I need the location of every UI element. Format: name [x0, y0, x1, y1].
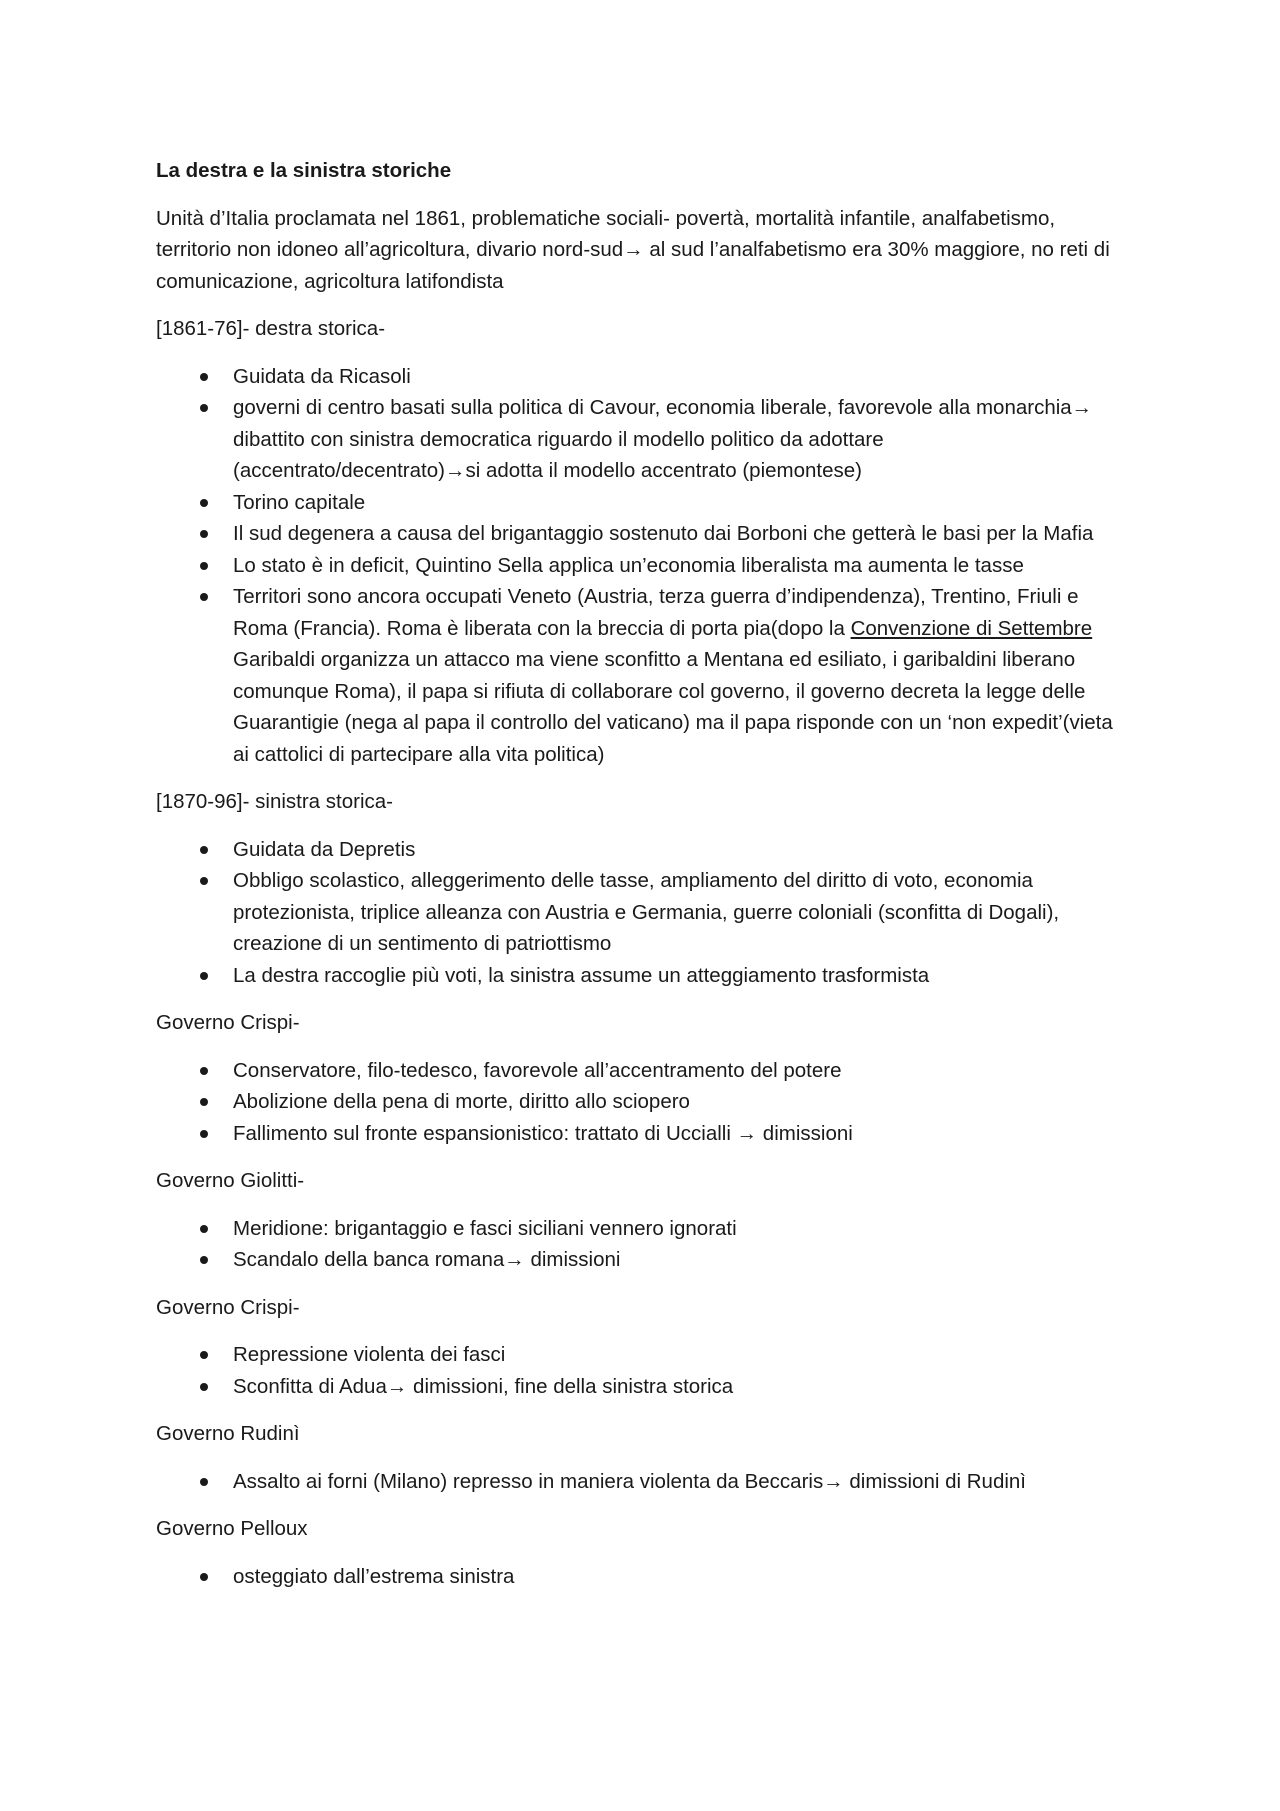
sinistra-heading: [1870-96]- sinistra storica-: [156, 790, 393, 813]
destra-list: [156, 361, 1130, 771]
list-item: La destra raccoglie più voti, la sinistra assume un atteggiamento trasformista: [233, 960, 1130, 992]
list-item: Abolizione della pena di morte, diritto allo sciopero: [233, 1086, 1130, 1118]
giolitti-heading: Governo Giolitti-: [156, 1169, 305, 1192]
crispi-heading: Governo Crispi-: [156, 1011, 300, 1034]
list-item: Lo stato è in deficit, Quintino Sella applica un’economia liberalista ma aumenta le tasse: [233, 550, 1130, 582]
list-item: Fallimento sul fronte espansionistico: trattato di Uccialli → dimissioni: [233, 1118, 1130, 1150]
rudini-list: [156, 1466, 1130, 1498]
sinistra-list: [156, 834, 1130, 992]
list-item: Repressione violenta dei fasci: [233, 1339, 1130, 1371]
crispi-second-list: [156, 1339, 1130, 1402]
list-item: Guidata da Ricasoli: [233, 361, 1130, 393]
destra-heading: [1861-76]- destra storica-: [156, 317, 386, 340]
convenzione-link[interactable]: Convenzione di Settembre: [850, 616, 1093, 640]
list-item: osteggiato dall’estrema sinistra: [233, 1561, 1130, 1593]
list-item: governi di centro basati sulla politica di Cavour, economia liberale, favorevole alla monarchia→ dibattito con sinistra democratica riguardo il modello politico da adottare (accentrato/decentrato)→si adotta il modello accentrato (piemontese): [233, 392, 1130, 487]
list-item: Assalto ai forni (Milano) represso in maniera violenta da Beccaris→ dimissioni di Rudinì: [233, 1466, 1130, 1498]
list-item: Scandalo della banca romana→ dimissioni: [233, 1244, 1130, 1276]
pelloux-list: [156, 1561, 1130, 1593]
list-item: Conservatore, filo-tedesco, favorevole all’accentramento del potere: [233, 1055, 1130, 1087]
item-text: Territori sono ancora occupati Veneto (Austria, terza guerra d’indipendenza), Trentino, Friuli e Roma (Francia). Roma è liberata con la breccia di porta pia(dopo la: [233, 585, 1079, 640]
list-item: Guidata da Depretis: [233, 834, 1130, 866]
intro-paragraph: Unità d’Italia proclamata nel 1861, problematiche sociali- povertà, mortalità infantile, analfabetismo, territorio non idoneo all’agricoltura, divario nord-sud→ al sud l’analfabetismo era 30% maggiore, no reti di comunicazione, agricoltura latifondista: [156, 206, 1110, 293]
list-item: Meridione: brigantaggio e fasci siciliani vennero ignorati: [233, 1213, 1130, 1245]
item-text: Garibaldi organizza un attacco ma viene sconfitto a Mentana ed esiliato, i garibaldini liberano comunque Roma), il papa si rifiuta di collaborare col governo, il governo decreta la legge delle Guarantigie (nega al papa il controllo del vaticano) ma il papa risponde con un ‘non expedit’(vieta ai cattolici di partecipare alla vita politica): [233, 648, 1113, 766]
list-item: Il sud degenera a causa del brigantaggio sostenuto dai Borboni che getterà le basi per la Mafia: [233, 518, 1130, 550]
list-item: Obbligo scolastico, alleggerimento delle tasse, ampliamento del diritto di voto, economia protezionista, triplice alleanza con Austria e Germania, guerre coloniali (sconfitta di Dogali), creazione di un sentimento di patriottismo: [233, 865, 1130, 960]
list-item: Torino capitale: [233, 487, 1130, 519]
list-item: Sconfitta di Adua→ dimissioni, fine della sinistra storica: [233, 1371, 1130, 1403]
list-item: [233, 581, 1130, 770]
pelloux-heading: Governo Pelloux: [156, 1517, 308, 1540]
crispi-second-heading: Governo Crispi-: [156, 1295, 300, 1319]
giolitti-list: [156, 1213, 1130, 1276]
document-title: La destra e la sinistra storiche: [156, 159, 452, 182]
crispi-list: [156, 1055, 1130, 1150]
rudini-heading: Governo Rudinì: [156, 1422, 300, 1445]
